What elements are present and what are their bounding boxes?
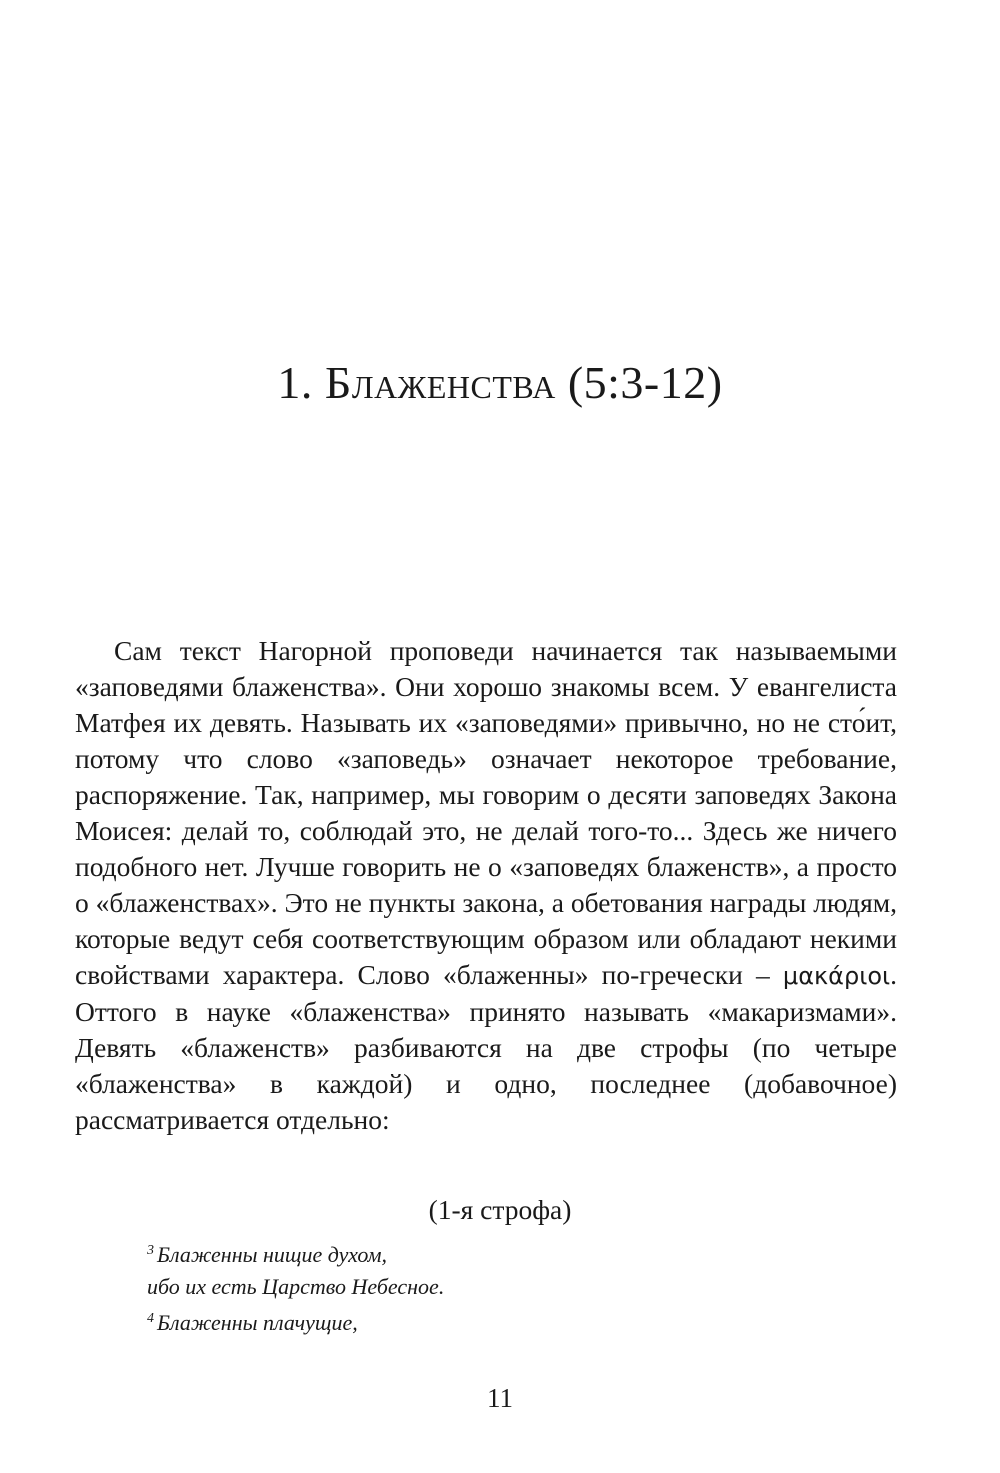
paragraph-text-part-1: Сам текст Нагорной проповеди начинается так называемыми «заповедями блаженства». Они хорошо знакомы всем. У евангелиста Матфея их девять. Называть их «заповедями» привычно, но не сто́ит, потому что слово «заповедь» означает некоторое требование, распоряжение. Так, например, мы говорим о десяти заповедях Закона Моисея: делай то, соблюдай это, не делай того-то... Здесь же ничего подобного нет. Лучше говорить не о «заповедях блаженств», а просто о «блаженствах». Это не пункты закона, а обетования награды людям, которые ведут себя соответствующим образом или обладают некими свойствами характера. Слово «блаженны» по-гречески – bbox=[75, 635, 897, 990]
page-number: 11 bbox=[487, 1383, 513, 1413]
greek-word: μακάριοι bbox=[782, 962, 891, 990]
body-paragraph bbox=[75, 633, 897, 1138]
paragraph-text-part-2: . Оттого в науке «блаженства» принято называть «макаризмами». Девять «блаженств» разбиваются на две строфы (по четыре «блаженства» в каждой) и одно, последнее (добавочное) рассматривается отдельно: bbox=[75, 959, 898, 1135]
chapter-title-word: Блаженства bbox=[324, 356, 556, 408]
verse-text: Блаженны плачущие, bbox=[157, 1310, 358, 1335]
verse-line bbox=[147, 1235, 847, 1271]
verse-line bbox=[147, 1303, 847, 1339]
verse-number: 4 bbox=[147, 1311, 154, 1326]
verse-number: 3 bbox=[147, 1243, 154, 1258]
verse-text: Блаженны нищие духом, bbox=[157, 1242, 388, 1267]
verse-text: ибо их есть Царство Небесное. bbox=[147, 1274, 445, 1299]
chapter-number: 1. bbox=[277, 356, 313, 408]
strophe-heading: (1-я строфа) bbox=[428, 1194, 572, 1225]
verse-line bbox=[147, 1271, 847, 1303]
chapter-reference: (5:3-12) bbox=[567, 356, 723, 408]
verse-block bbox=[147, 1235, 847, 1339]
chapter-title bbox=[0, 353, 1000, 413]
